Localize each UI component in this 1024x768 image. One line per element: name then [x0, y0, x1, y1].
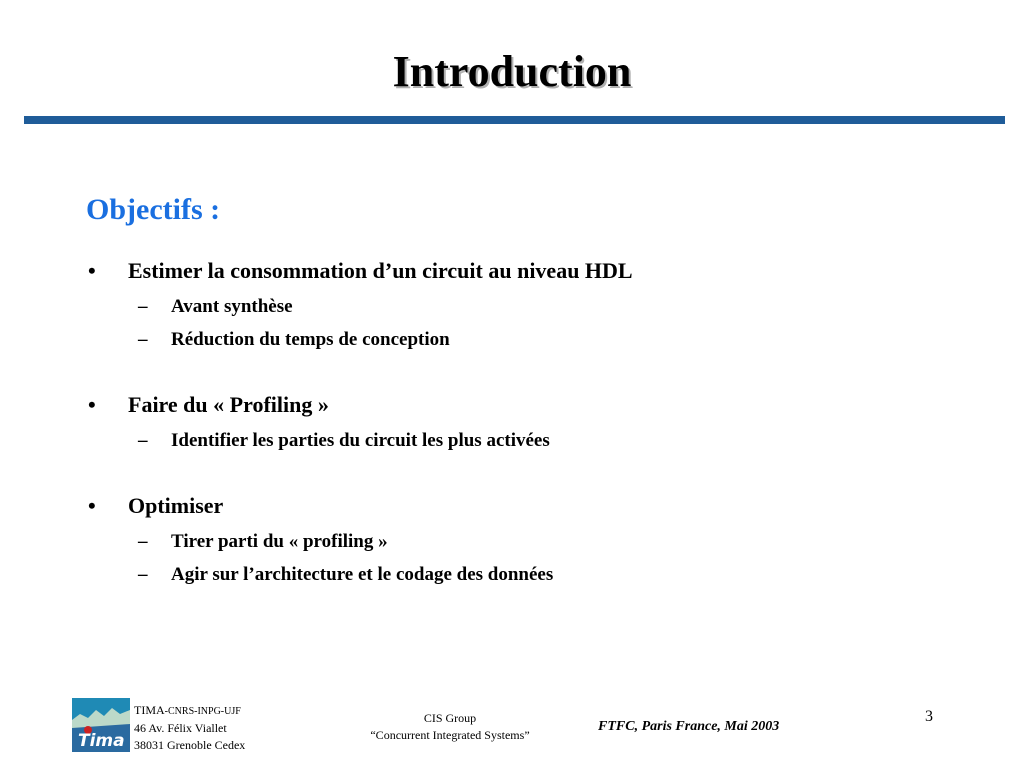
address-street: 46 Av. Félix Viallet [134, 721, 227, 735]
section-heading: Objectifs : [86, 193, 221, 226]
org-name-line [134, 702, 245, 720]
conference-label: FTFC, Paris France, Mai 2003 [598, 719, 780, 734]
bullet-group [86, 493, 966, 597]
sub-bullet-marker: – [138, 329, 148, 350]
slide-title: Introduction [392, 47, 632, 96]
bullet-marker: • [88, 392, 96, 417]
bullet-item [86, 392, 966, 430]
group-info [300, 710, 600, 744]
org-address [134, 702, 245, 754]
org-affiliations: -CNRS-INPG-UJF [164, 706, 241, 717]
bullet-list [86, 258, 966, 627]
bullet-marker: • [88, 258, 96, 283]
page-number: 3 [925, 708, 933, 725]
sub-bullet-item [86, 564, 966, 597]
bullet-text: Estimer la consommation d’un circuit au niveau HDL [128, 258, 633, 283]
sub-bullet-marker: – [138, 430, 148, 451]
sub-bullet-text: Agir sur l’architecture et le codage des données [171, 564, 554, 585]
sub-bullet-text: Tirer parti du « profiling » [171, 531, 388, 552]
bullet-text: Optimiser [128, 493, 224, 518]
sub-bullet-text: Avant synthèse [171, 296, 293, 317]
org-name: TIMA [134, 703, 165, 717]
sub-bullet-item [86, 296, 966, 329]
sub-bullet-text: Réduction du temps de conception [171, 329, 450, 350]
sub-bullet-item [86, 430, 966, 463]
bullet-group [86, 392, 966, 463]
sub-bullet-item [86, 329, 966, 362]
bullet-marker: • [88, 493, 96, 518]
sub-bullet-marker: – [138, 531, 148, 552]
sub-bullet-marker: – [138, 564, 148, 585]
bullet-item [86, 493, 966, 531]
sub-bullet-item [86, 531, 966, 564]
tima-logo-graphic [72, 698, 130, 752]
group-full-name: “Concurrent Integrated Systems” [370, 728, 530, 742]
address-city: 38031 Grenoble Cedex [134, 738, 246, 752]
bullet-text: Faire du « Profiling » [128, 392, 329, 417]
logo-wordmark: Tima [78, 731, 125, 751]
sub-bullet-marker: – [138, 296, 148, 317]
title-rule [24, 116, 1005, 124]
bullet-item [86, 258, 966, 296]
tima-logo-icon [72, 698, 130, 752]
bullet-group [86, 258, 966, 362]
group-name: CIS Group [423, 711, 477, 725]
sub-bullet-text: Identifier les parties du circuit les plus activées [171, 430, 550, 451]
